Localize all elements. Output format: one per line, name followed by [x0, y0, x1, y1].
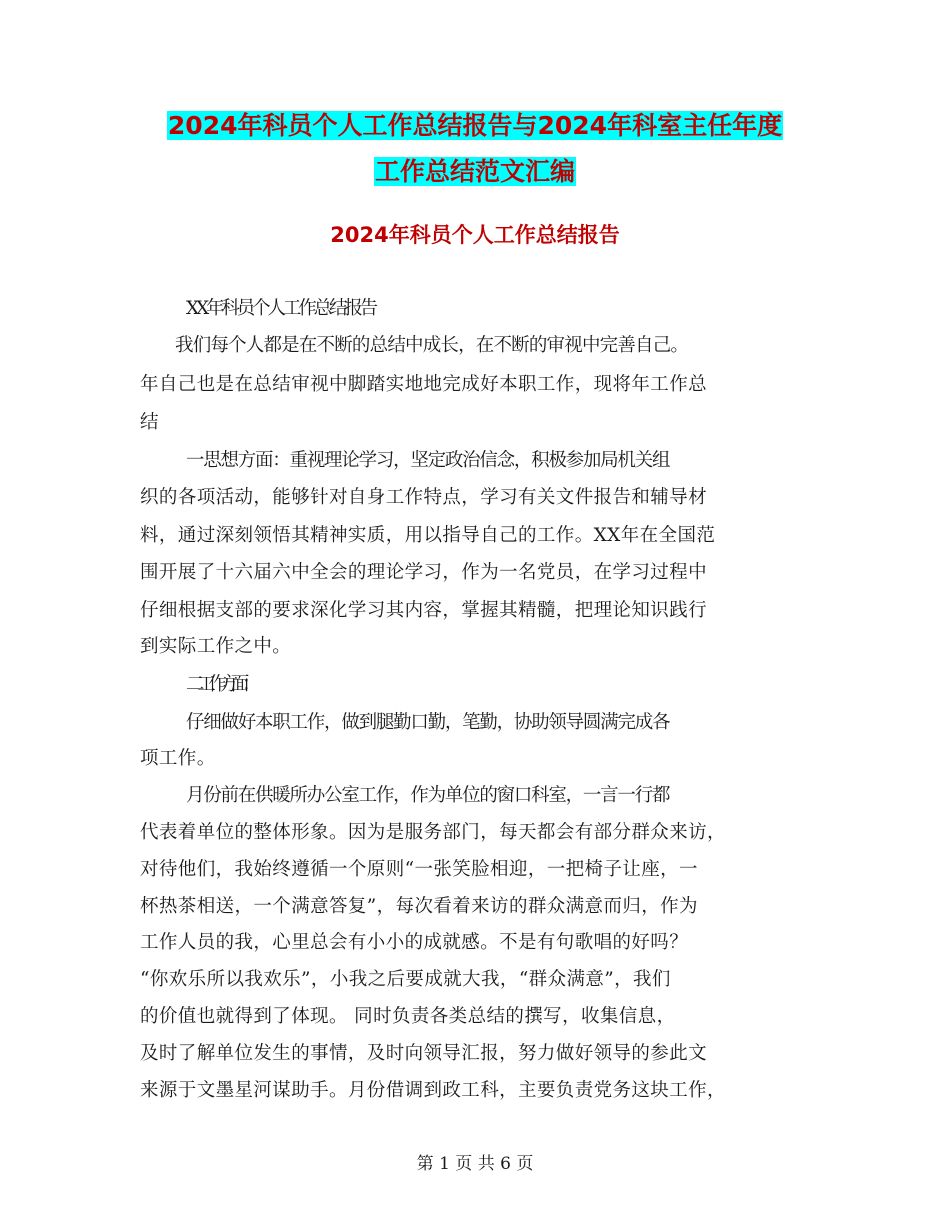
title-highlight-2: 工作总结范文汇编	[374, 157, 575, 186]
body-line: 年自己也是在总结审视中脚踏实地地完成好本职工作，现将年工作总	[140, 374, 708, 395]
body-line: 及时了解单位发生的事情，及时向领导汇报，努力做好领导的参此文	[140, 1043, 708, 1064]
body-line: 的价值也就得到了体现。 同时负责各类总结的撰写，收集信息，	[140, 1006, 676, 1027]
body-line: 仔细根据支部的要求深化学习其内容，掌握其精髓，把理论知识践行	[140, 600, 708, 621]
body-line: 仔细做好本职工作，做到腿勤口勤，笔勤，协助领导圆满完成各	[186, 712, 670, 733]
page-footer: 第 1 页 共 6 页	[416, 1154, 534, 1174]
document-title-line-1	[0, 106, 950, 146]
body-line: 对待他们，我始终遵循一个原则“一张笑脸相迎，一把椅子让座，一	[140, 859, 698, 880]
body-line: 杯热茶相送，一个满意答复”，每次看着来访的群众满意而归，作为	[140, 896, 698, 917]
body-line: 月份前在供暖所办公室工作，作为单位的窗口科室，一言一行都	[186, 785, 670, 806]
body-line: XX年科员个人工作总结报告	[186, 298, 376, 319]
body-line: 项工作。	[140, 748, 216, 769]
body-line: 结	[140, 412, 159, 433]
section-title: 2024年科员个人工作总结报告	[330, 223, 620, 247]
body-line: 工作人员的我，心里总会有小小的成就感。不是有句歌唱的好吗？	[140, 932, 689, 953]
body-line: 一思想方面：重视理论学习，坚定政治信念，积极参加局机关组	[186, 450, 670, 471]
body-line: 料，通过深刻领悟其精神实质，用以指导自己的工作。XX年在全国范	[140, 525, 716, 546]
body-line: 代表着单位的整体形象。因为是服务部门，每天都会有部分群众来访，	[140, 822, 726, 843]
body-line: 二工作方面：	[186, 674, 254, 695]
document-title-line-2	[0, 152, 950, 192]
body-line: 到实际工作之中。	[140, 636, 292, 657]
title-highlight-1: 2024年科员个人工作总结报告与2024年科室主任年度	[167, 111, 783, 140]
body-line: 我们每个人都是在不断的总结中成长，在不断的审视中完善自己。	[175, 335, 689, 356]
body-line: 围开展了十六届六中全会的理论学习，作为一名党员，在学习过程中	[140, 562, 708, 583]
body-line: 来源于文墨星河谋助手。月份借调到政工科，主要负责党务这块工作，	[140, 1080, 726, 1101]
body-line: 织的各项活动，能够针对自身工作特点，学习有关文件报告和辅导材	[140, 487, 708, 508]
body-line: “你欢乐所以我欢乐”，小我之后要成就大我，“群众满意”，我们	[140, 969, 671, 990]
